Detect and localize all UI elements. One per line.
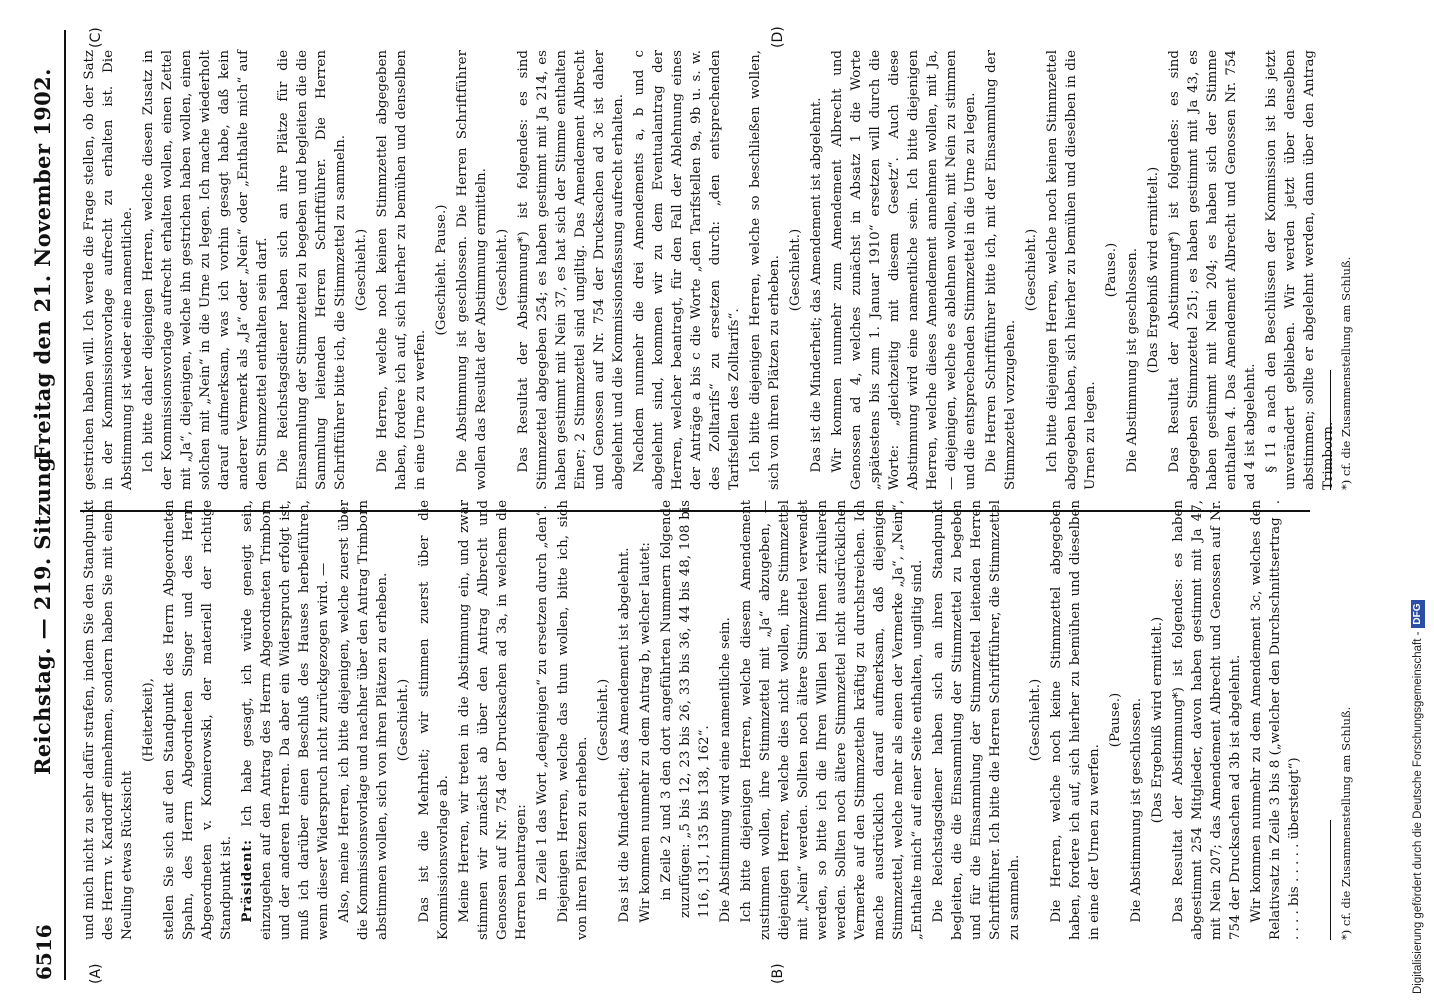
paragraph: Das ist die Mehrheit; wir stimmen zuerst über die Kommissionsvorlage ab. <box>417 500 451 940</box>
interjection: (Geschieht.) <box>1024 228 1039 312</box>
dfg-logo: DFG <box>1411 600 1425 627</box>
paragraph: Das Resultat der Abstimmung*) ist folgendes: es haben abgestimmt 254 Mitglieder, davon haben gestimmt mit Ja 47, mit Nein 207; das Amendement Albrecht und Genossen auf Nr. 754 der Drucksachen ad 3b ist abgelehnt. <box>1171 500 1243 940</box>
watermark-text: Digitalisierung gefördert durch die Deutsche Forschungsgemeinschaft - <box>1412 631 1424 994</box>
margin-label-c: (C) <box>88 27 104 48</box>
footnote-rule <box>1330 370 1331 490</box>
margin-label-d: (D) <box>770 26 786 48</box>
paragraph: Die Reichstagsdiener haben sich an ihren Standpunkt begleiten, die die Einsammlung der Stimmzettel zu begeben und für die Einsammlung der Stimmzettel leitenden Herren Schriftführer. Ich bitte die Herren Schriftführer, die Stimmzettel zu sammeln. <box>931 500 1022 940</box>
margin-label-a: (A) <box>88 963 104 984</box>
interjection: (Das Ergebniß wird ermittelt.) <box>1146 166 1161 374</box>
speaker-label: Präsident: <box>239 839 255 923</box>
paragraph <box>238 500 333 940</box>
paragraph: Ich bitte diejenigen Herren, welche diesem Amendement zustimmen wollen, ihre Stimmzettel mit „Ja“ abzugeben, — diejenigen Herren, welche dies nicht wollen, ihre Stimmzettel mit „Nein“ werden. Sollten noch ältere Stimmzettel verwendet werden, so bitte ich die Ihren Willen bei Ihnen zirkulieren werden. Sollten noch ältere Stimmzettel nicht ausdrücklichen Vermerke auf den Stimmzetteln kräftig zu durchstreichen. Ich mache ausdrücklich darauf aufmerksam, daß diejenigen Stimmzettel, welche mehr als einen der Vermerke „Ja“, „Nein“, „Enthalte mich“ auf einer Seite enthalten, ungiltig sind. <box>739 500 925 940</box>
paragraph: Die Abstimmung ist geschlossen. <box>1125 247 1140 473</box>
paragraph: Also, meine Herren, ich bitte diejenigen, welche zuerst über die Kommissionsvorlage und nachher über den Antrag Trimborn abstimmen wollen, sich von ihren Plätzen zu erheben. <box>337 500 390 940</box>
paragraph: Ich bitte daher diejenigen Herren, welche diesen Zusatz in der Kommissionsvorlage aufrecht erhalten wollen, einen Zettel mit „Ja“, diejenigen, welche ihn gestrichen haben wollen, einen solchen mit „Nein“ in die Urne zu legen. Ich mache wiederholt darauf aufmerksam, was ich vorhin gesagt habe, daß kein anderer Vermerk als „Ja“ oder „Nein“ oder „Enthalte mich“ auf dem Stimmzettel enthalten sein darf. <box>141 50 270 490</box>
paragraph: in Zeile 1 das Wort „denjenigen“ zu ersetzen durch „den“. <box>535 505 550 901</box>
interjection: (Geschieht.) <box>354 228 369 312</box>
paragraph: Wir kommen nunmehr zu dem Antrag b, welcher lautet: <box>638 542 653 923</box>
session-date: Freitag den 21. November 1902. <box>30 68 55 460</box>
paragraph: Die Reichstagsdiener haben sich an ihre Plätze für die Einsammlung der Stimmzettel zu begeben und begleiten die die Sammlung leitenden Herren Schriftführer. Die Herren Schriftführer bitte ich, die Stimmzettel zu sammeln. <box>276 50 348 490</box>
interjection: (Geschieht. Pause.) <box>434 204 449 336</box>
interjection: (Geschieht.) <box>788 228 803 312</box>
paragraph: Die Herren, welche noch keine Stimmzettel abgegeben haben, fordere ich auf, sich hierher zu bemühen und dieselben in eine der Urnen zu werfen. <box>1049 500 1102 940</box>
interjection: (Geschieht.) <box>396 678 411 762</box>
page-header <box>18 0 68 1000</box>
left-column <box>80 500 1306 940</box>
speech-text: Ich habe gesagt, ich würde geneigt sein, einzugehen auf den Antrag des Herrn Abgeordneten Trimborn und der anderen Herren. Da aber ein Widerspruch erfolgt ist, muß ich darüber einen Beschluß des Hauses herbeiführen, wenn dieser Widerspruch nicht zurückgezogen wird. — <box>240 500 331 940</box>
paragraph: und mich nicht zu sehr dafür strafen, indem Sie den Standpunkt des Herrn v. Kardorff einnehmen, sondern haben Sie mit einem Neuling etwas Rücksicht <box>82 500 135 940</box>
column-divider <box>80 510 1310 512</box>
paragraph: Wir kommen nunmehr zu dem Amendement 3c, welches den Relativsatz in Zeile 3 bis 8 („welcher den Durchschnittsertrag . . . . . . bis . . . . . übersteigt“) <box>1249 500 1302 940</box>
interjection: (Pause.) <box>1104 242 1119 298</box>
interjection: (Geschieht.) <box>596 678 611 762</box>
interjection: (Pause.) <box>1108 692 1123 748</box>
paragraph: Ich bitte diejenigen Herren, welche so beschließen wollen, sich von ihren Plätzen zu erheben. <box>748 50 782 490</box>
paragraph: Die Abstimmung wird eine namentliche sein. <box>718 617 733 923</box>
interjection: (Geschieht.) <box>1028 678 1043 762</box>
paragraph: Das Resultat der Abstimmung*) ist folgendes: es sind Stimmzettel abgegeben 254; es haben gestimmt mit Ja 214, es haben gestimmt mit Nein 37, es hat sich der Stimme enthalten Einer; 2 Stimmzettel sind ungiltig. Das Amendement Albrecht und Genossen auf Nr. 754 der Drucksachen ad 3c ist daher abgelehnt und die Kommissionsfassung aufrecht erhalten. <box>516 50 626 490</box>
interjection: (Heiterkeit), <box>141 678 156 762</box>
interjection: (Geschieht.) <box>495 228 510 312</box>
digitization-watermark <box>1406 6 1430 994</box>
right-column <box>80 50 1340 490</box>
footnote-right: *) cf. die Zusammenstellung am Schluß. <box>1339 256 1353 490</box>
paragraph: gestrichen haben will. Ich werde die Frage stellen, ob der Satz in der Kommissionsvorlage aufrecht zu erhalten ist. Die Abstimmung ist wieder eine namentliche. <box>82 50 135 490</box>
paragraph: Die Abstimmung ist geschlossen. Die Herren Schriftführer wollen das Resultat der Abstimmung ermitteln. <box>455 50 489 490</box>
paragraph: Diejenigen Herren, welche das thun wollen, bitte ich, sich von ihren Plätzen zu erheben. <box>556 500 590 940</box>
paragraph: Die Abstimmung ist geschlossen. <box>1129 697 1144 923</box>
paragraph: Wir kommen nunmehr zum Amendement Albrecht und Genossen ad 4, welches zunächst in Absatz 1 die Worte „spätestens bis zum 1. Januar 1910“ ersetzen will durch die Worte: „gleichzeitig mit diesem Gesetz“. Auch diese Abstimmung wird eine namentliche sein. Ich bitte diejenigen Herren, welche dieses Amendement annehmen wollen, mit Ja, — diejenigen, welche es ablehnen wollen, mit Nein zu stimmen und die entsprechenden Stimmzettel in die Urne zu legen. <box>830 50 978 490</box>
paragraph: Das Resultat der Abstimmung*) ist folgendes: es sind abgegeben Stimmzettel 251; es haben gestimmt mit Ja 43, es haben gestimmt mit Nein 204; es haben sich der Stimme enthalten 4. Das Amendement Albrecht und Genossen Nr. 754 ad 4 ist abgelehnt. <box>1167 50 1258 490</box>
margin-label-b: (B) <box>770 963 786 984</box>
paragraph: in Zeile 2 und 3 den dort angeführten Nummern folgende zuzufügen: „5 bis 12, 23 bis 26, 33 bis 36, 44 bis 48, 108 bis 116, 131, 135 bis 138, 162“. <box>659 500 712 918</box>
paragraph: Das ist die Minderheit; das Amendement ist abgelehnt. <box>809 97 824 473</box>
page-title: Reichstag. — 219. Sitzung. <box>30 449 55 775</box>
paragraph: Die Herren, welche noch keinen Stimmzettel abgegeben haben, fordere ich auf, sich hierher zu bemühen und denselben in eine Urne zu werfen. <box>375 50 428 490</box>
page-number: 6516 <box>32 924 56 980</box>
header-rule <box>64 30 66 980</box>
footnote-left: *) cf. die Zusammenstellung am Schluß. <box>1339 706 1353 940</box>
paragraph: Meine Herren, wir treten in die Abstimmung ein, und zwar stimmen wir zunächst ab über den Antrag Albrecht und Genossen auf Nr. 754 der Drucksachen ad 3a, in welchem die Herren beantragen: <box>457 500 529 940</box>
footnote-rule <box>1330 820 1331 940</box>
paragraph: Die Herren Schriftführer bitte ich, mit der Einsammlung der Stimmzettel vorzugehen. <box>984 50 1018 490</box>
paragraph: Nachdem nunmehr die drei Amendements a, b und c abgelehnt sind, kommen wir zu dem Eventualantrag der Herren, welcher beantragt, für den Fall der Ablehnung eines der Anträge a bis c die Worte „den Tarifstellen 9a, 9b u. s. w. des Zolltarifs“ zu ersetzen durch: „den entsprechenden Tarifstellen des Zolltarifs“. <box>632 50 742 490</box>
interjection: (Das Ergebniß wird ermittelt.) <box>1150 616 1165 824</box>
paragraph: stellen Sie sich auf den Standpunkt des Herrn Abgeordneten Spahn, des Herrn Abgeordneten Singer und des Herrn Abgeordneten v. Komierowski, der materiell der richtige Standpunkt ist. <box>162 500 234 940</box>
paragraph: Das ist die Minderheit; das Amendement ist abgelehnt. <box>617 547 632 923</box>
watermark-line <box>1406 6 1430 994</box>
paragraph: Ich bitte diejenigen Herren, welche noch keinen Stimmzettel abgegeben haben, sich hierher zu bemühen und dieselben in die Urnen zu legen. <box>1045 50 1098 490</box>
paragraph: § 11 a nach den Beschlüssen der Kommission ist bis jetzt unverändert geblieben. Wir werden jetzt über denselben abstimmen; sollte er abgelehnt werden, dann über den Antrag Trimborn. <box>1264 50 1336 490</box>
